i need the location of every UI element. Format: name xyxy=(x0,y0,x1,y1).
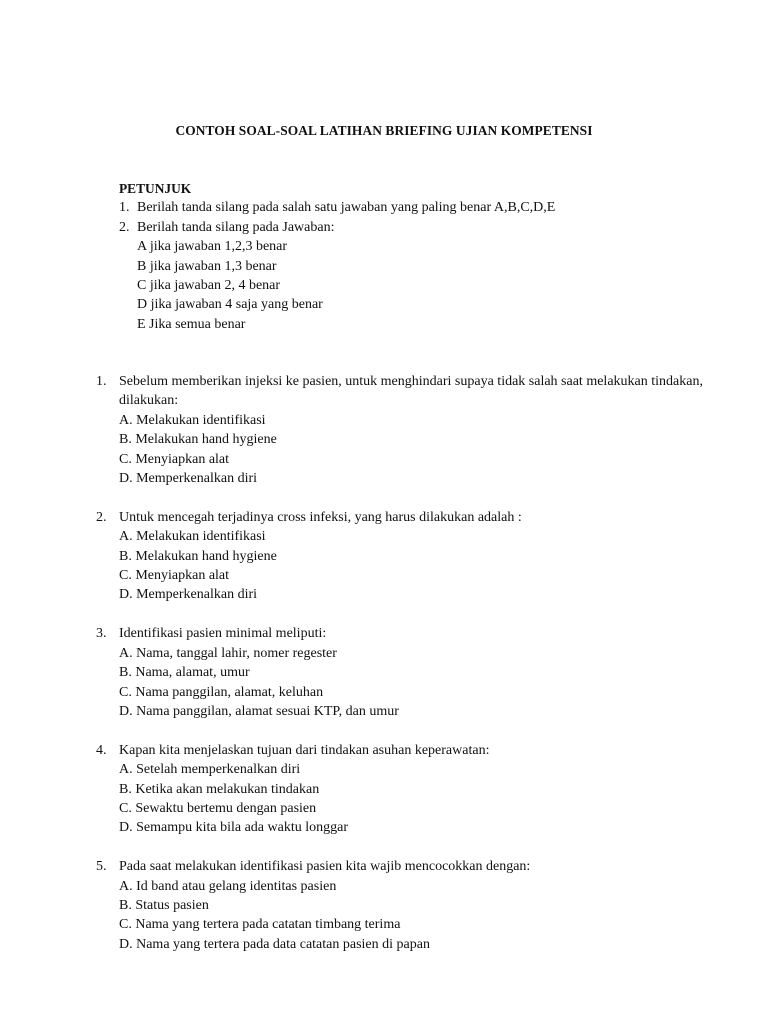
question-3 xyxy=(96,624,716,721)
option-list xyxy=(96,760,716,838)
question-2 xyxy=(96,508,716,605)
instructions-heading: PETUNJUK xyxy=(119,181,192,196)
question-number: 2. xyxy=(96,509,107,525)
instruction-text: Berilah tanda silang pada Jawaban: xyxy=(137,219,335,235)
instructions-section xyxy=(119,179,719,334)
question-text: Kapan kita menjelaskan tujuan dari tindakan asuhan keperawatan: xyxy=(119,742,490,758)
question-number: 4. xyxy=(96,742,107,758)
option-b: B. Nama, alamat, umur xyxy=(119,665,250,681)
option-d: D. Memperkenalkan diri xyxy=(119,470,258,486)
question-1 xyxy=(96,372,716,488)
question-list xyxy=(96,372,716,974)
answer-key-item: E Jika semua benar xyxy=(137,316,246,332)
option-a: A. Nama, tanggal lahir, nomer regester xyxy=(119,645,337,661)
option-list xyxy=(96,877,716,955)
option-d: D. Nama yang tertera pada data catatan pasien di papan xyxy=(119,936,430,952)
option-d: D. Semampu kita bila ada waktu longgar xyxy=(119,820,348,836)
option-c: C. Nama yang tertera pada catatan timbang terima xyxy=(119,917,401,933)
question-number: 5. xyxy=(96,859,107,875)
option-c: C. Nama panggilan, alamat, keluhan xyxy=(119,684,324,700)
option-d: D. Nama panggilan, alamat sesuai KTP, dan umur xyxy=(119,703,399,719)
instruction-number: 2. xyxy=(119,219,130,235)
option-list xyxy=(96,527,716,605)
question-5 xyxy=(96,857,716,954)
instruction-number: 1. xyxy=(119,200,130,216)
document-title: CONTOH SOAL-SOAL LATIHAN BRIEFING UJIAN KOMPETENSI xyxy=(175,123,593,138)
answer-key-item: B jika jawaban 1,3 benar xyxy=(137,258,277,274)
option-a: A. Id band atau gelang identitas pasien xyxy=(119,878,337,894)
option-a: A. Melakukan identifikasi xyxy=(119,412,266,428)
instruction-text: Berilah tanda silang pada salah satu jawaban yang paling benar A,B,C,D,E xyxy=(137,200,556,216)
option-a: A. Melakukan identifikasi xyxy=(119,529,266,545)
answer-key-item: A jika jawaban 1,2,3 benar xyxy=(137,239,288,255)
option-b: B. Melakukan hand hygiene xyxy=(119,432,277,448)
option-list xyxy=(96,411,716,489)
instruction-item xyxy=(119,218,719,237)
option-a: A. Setelah memperkenalkan diri xyxy=(119,762,301,778)
option-c: C. Menyiapkan alat xyxy=(119,568,230,584)
question-number: 3. xyxy=(96,626,107,642)
question-4 xyxy=(96,741,716,838)
question-text: Identifikasi pasien minimal meliputi: xyxy=(119,626,327,642)
option-list xyxy=(96,644,716,722)
question-number: 1. xyxy=(96,374,107,389)
question-text: Untuk mencegah terjadinya cross infeksi, yang harus dilakukan adalah : xyxy=(119,509,522,525)
option-d: D. Memperkenalkan diri xyxy=(119,587,258,603)
question-text: Sebelum memberikan injeksi ke pasien, untuk menghindari supaya tidak salah saat melakukan tindakan, dilakukan: xyxy=(119,374,703,409)
option-c: C. Menyiapkan alat xyxy=(119,451,230,467)
option-b: B. Status pasien xyxy=(119,898,209,914)
question-text: Pada saat melakukan identifikasi pasien kita wajib mencocokkan dengan: xyxy=(119,859,531,875)
answer-key-item: D jika jawaban 4 saja yang benar xyxy=(137,297,323,313)
option-b: B. Ketika akan melakukan tindakan xyxy=(119,781,320,797)
option-b: B. Melakukan hand hygiene xyxy=(119,548,277,564)
instruction-item xyxy=(119,198,719,217)
answer-key-item: C jika jawaban 2, 4 benar xyxy=(137,277,281,293)
option-c: C. Sewaktu bertemu dengan pasien xyxy=(119,801,317,816)
